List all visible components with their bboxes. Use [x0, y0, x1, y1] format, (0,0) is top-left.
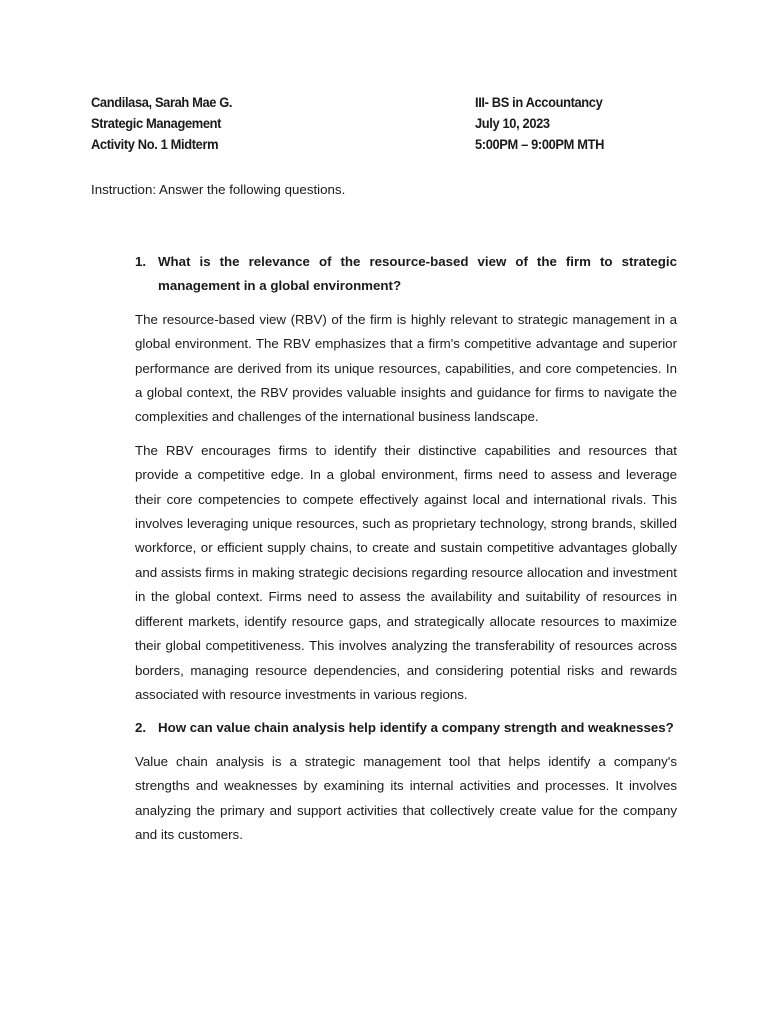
question-1	[135, 250, 677, 299]
document-body	[135, 250, 677, 856]
student-name: Candilasa, Sarah Mae G.	[91, 94, 233, 110]
header-left	[91, 92, 232, 155]
question-number: 1.	[135, 254, 147, 269]
question-number: 2.	[135, 720, 147, 736]
question-2	[135, 716, 677, 740]
answer-paragraph: Value chain analysis is a strategic management tool that helps identify a company's strengths and weaknesses by examining its internal activities and processes. It involves analyzing the primary and support activities that collectively create value for the company and its customers.	[135, 753, 677, 842]
answer-paragraph: The resource-based view (RBV) of the firm is highly relevant to strategic management in a global environment. The RBV emphasizes that a firm's competitive advantage and superior performance are derived from its unique resources, capabilities, and core competencies. In a global context, the RBV provides valuable insights and guidance for firms to navigate the complexities and challenges of the international business landscape.	[135, 311, 677, 425]
subject: Strategic Management	[91, 115, 222, 131]
course: III- BS in Accountancy	[475, 94, 603, 110]
activity: Activity No. 1 Midterm	[91, 136, 219, 152]
instruction: Instruction: Answer the following questions.	[91, 182, 346, 197]
schedule: 5:00PM – 9:00PM MTH	[475, 136, 605, 152]
date: July 10, 2023	[475, 115, 550, 131]
header-right	[475, 92, 604, 155]
question-text: How can value chain analysis help identify a company strength and weaknesses?	[158, 720, 674, 736]
question-text: What is the relevance of the resource-based view of the firm to strategic management in a global environment?	[158, 254, 677, 294]
answer-paragraph: The RBV encourages firms to identify their distinctive capabilities and resources that provide a competitive edge. In a global environment, firms need to assess and leverage their core competencies to compete effectively against local and international rivals. This involves leveraging unique resources, such as proprietary technology, strong brands, skilled workforce, or efficient supply chains, to create and sustain competitive advantages globally and assists firms in making strategic decisions regarding resource allocation and investment in the global context. Firms need to assess the availability and suitability of resources in different markets, identify resource gaps, and strategically allocate resources to maximize their global competitiveness. This involves analyzing the transferability of resources across borders, managing resource dependencies, and considering potential risks and rewards associated with resource investments in various regions.	[135, 442, 677, 702]
